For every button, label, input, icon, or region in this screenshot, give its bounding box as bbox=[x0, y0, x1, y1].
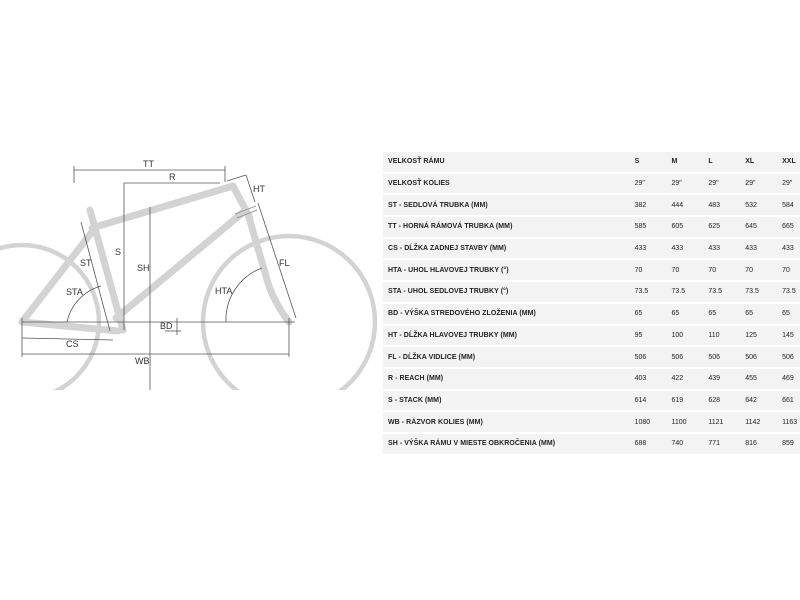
row-value: 95 bbox=[633, 326, 670, 346]
table-row bbox=[383, 195, 800, 215]
row-value: 65 bbox=[743, 304, 780, 324]
row-value: 73.5 bbox=[706, 282, 743, 302]
row-value: 125 bbox=[743, 326, 780, 346]
size-header: L bbox=[706, 152, 743, 172]
table-row bbox=[383, 260, 800, 280]
row-value: 433 bbox=[670, 239, 707, 259]
row-value: 506 bbox=[743, 347, 780, 367]
row-value: 688 bbox=[633, 434, 670, 454]
row-value: 661 bbox=[780, 391, 800, 411]
row-label: BD - VÝŠKA STREDOVÉHO ZLOŽENIA (MM) bbox=[383, 304, 633, 324]
row-value: 433 bbox=[706, 239, 743, 259]
row-value: 1080 bbox=[633, 412, 670, 432]
label-r: R bbox=[169, 172, 176, 182]
row-value: 70 bbox=[743, 260, 780, 280]
row-value: 816 bbox=[743, 434, 780, 454]
row-value: 73.5 bbox=[633, 282, 670, 302]
row-value: 433 bbox=[780, 239, 800, 259]
row-label: SH - VÝŠKA RÁMU V MIESTE OBKROČENIA (MM) bbox=[383, 434, 633, 454]
row-value: 1142 bbox=[743, 412, 780, 432]
row-value: 506 bbox=[706, 347, 743, 367]
row-label: HTA - UHOL HLAVOVEJ TRUBKY (°) bbox=[383, 260, 633, 280]
row-value: 859 bbox=[780, 434, 800, 454]
row-label: CS - DĹŽKA ZADNEJ STAVBY (MM) bbox=[383, 239, 633, 259]
label-sh: SH bbox=[137, 263, 150, 273]
table-row bbox=[383, 434, 800, 454]
row-value: 455 bbox=[743, 369, 780, 389]
bike-geometry-diagram bbox=[0, 150, 380, 390]
label-cs: CS bbox=[66, 339, 79, 349]
row-value: 110 bbox=[706, 326, 743, 346]
table-row bbox=[383, 239, 800, 259]
row-value: 585 bbox=[633, 217, 670, 237]
row-value: 70 bbox=[780, 260, 800, 280]
size-header: M bbox=[670, 152, 707, 172]
row-value: 29" bbox=[633, 174, 670, 194]
row-value: 483 bbox=[706, 195, 743, 215]
row-value: 532 bbox=[743, 195, 780, 215]
table-row bbox=[383, 304, 800, 324]
row-value: 506 bbox=[670, 347, 707, 367]
label-tt: TT bbox=[143, 159, 154, 169]
row-value: 584 bbox=[780, 195, 800, 215]
table-row bbox=[383, 217, 800, 237]
row-value: 382 bbox=[633, 195, 670, 215]
table-row bbox=[383, 391, 800, 411]
geometry-table bbox=[383, 150, 800, 456]
row-value: 506 bbox=[780, 347, 800, 367]
row-value: 65 bbox=[670, 304, 707, 324]
row-value: 29" bbox=[743, 174, 780, 194]
table-row bbox=[383, 347, 800, 367]
label-s: S bbox=[115, 247, 122, 257]
label-ht: HT bbox=[253, 184, 265, 194]
size-header: XXL bbox=[780, 152, 800, 172]
row-value: 65 bbox=[706, 304, 743, 324]
row-label: S - STACK (MM) bbox=[383, 391, 633, 411]
row-value: 628 bbox=[706, 391, 743, 411]
row-label: HT - DĹŽKA HLAVOVEJ TRUBKY (MM) bbox=[383, 326, 633, 346]
size-header: XL bbox=[743, 152, 780, 172]
row-value: 73.5 bbox=[780, 282, 800, 302]
row-value: 422 bbox=[670, 369, 707, 389]
header-label: VELKOSŤ RÁMU bbox=[383, 152, 633, 172]
row-value: 771 bbox=[706, 434, 743, 454]
table-row bbox=[383, 412, 800, 432]
row-value: 444 bbox=[670, 195, 707, 215]
row-value: 433 bbox=[633, 239, 670, 259]
table-row bbox=[383, 174, 800, 194]
row-value: 29" bbox=[780, 174, 800, 194]
row-value: 469 bbox=[780, 369, 800, 389]
row-label: TT - HORNÁ RÁMOVÁ TRUBKA (MM) bbox=[383, 217, 633, 237]
row-label: R - REACH (MM) bbox=[383, 369, 633, 389]
row-value: 1121 bbox=[706, 412, 743, 432]
label-hta: HTA bbox=[215, 286, 233, 296]
label-sta: STA bbox=[66, 287, 83, 297]
row-value: 29" bbox=[670, 174, 707, 194]
row-value: 145 bbox=[780, 326, 800, 346]
row-value: 70 bbox=[706, 260, 743, 280]
table-row bbox=[383, 369, 800, 389]
row-value: 605 bbox=[670, 217, 707, 237]
row-value: 619 bbox=[670, 391, 707, 411]
row-value: 403 bbox=[633, 369, 670, 389]
label-fl: FL bbox=[279, 258, 290, 268]
table-row bbox=[383, 326, 800, 346]
table-row bbox=[383, 282, 800, 302]
label-wb: WB bbox=[135, 356, 150, 366]
row-value: 645 bbox=[743, 217, 780, 237]
row-label: FL - DĹŽKA VIDLICE (MM) bbox=[383, 347, 633, 367]
row-value: 740 bbox=[670, 434, 707, 454]
row-label: WB - RÁZVOR KOLIES (MM) bbox=[383, 412, 633, 432]
row-value: 433 bbox=[743, 239, 780, 259]
label-st: ST bbox=[80, 258, 92, 268]
row-label: VELKOSŤ KOLIES bbox=[383, 174, 633, 194]
row-value: 439 bbox=[706, 369, 743, 389]
row-value: 65 bbox=[633, 304, 670, 324]
row-value: 642 bbox=[743, 391, 780, 411]
row-value: 665 bbox=[780, 217, 800, 237]
row-value: 1100 bbox=[670, 412, 707, 432]
row-value: 506 bbox=[633, 347, 670, 367]
label-bd: BD bbox=[160, 321, 173, 331]
row-value: 70 bbox=[633, 260, 670, 280]
row-value: 1163 bbox=[780, 412, 800, 432]
size-header: S bbox=[633, 152, 670, 172]
row-value: 73.5 bbox=[670, 282, 707, 302]
table-header-row bbox=[383, 152, 800, 172]
row-value: 29" bbox=[706, 174, 743, 194]
row-value: 100 bbox=[670, 326, 707, 346]
row-label: ST - SEDLOVÁ TRUBKA (MM) bbox=[383, 195, 633, 215]
row-value: 70 bbox=[670, 260, 707, 280]
row-value: 625 bbox=[706, 217, 743, 237]
row-value: 73.5 bbox=[743, 282, 780, 302]
row-value: 614 bbox=[633, 391, 670, 411]
row-label: STA - UHOL SEDLOVEJ TRUBKY (°) bbox=[383, 282, 633, 302]
row-value: 65 bbox=[780, 304, 800, 324]
